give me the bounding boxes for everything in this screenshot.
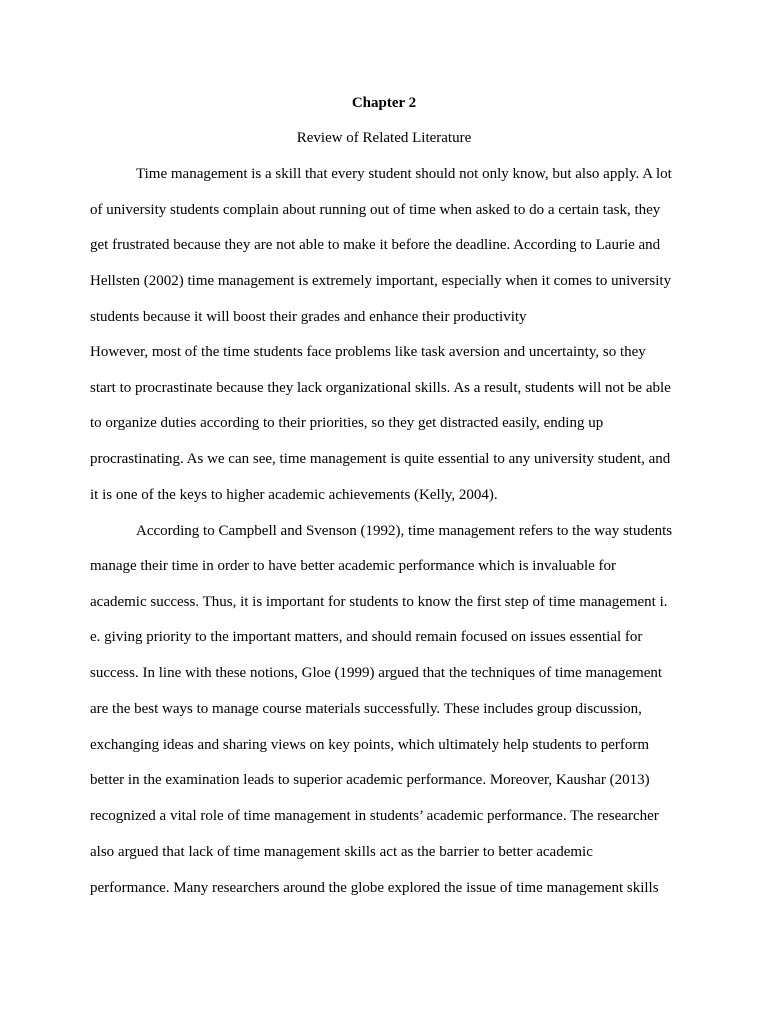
paragraph-line: However, most of the time students face problems like task aversion and uncertainty, so they bbox=[90, 344, 646, 360]
paragraph-line: exchanging ideas and sharing views on key points, which ultimately help students to perform bbox=[90, 737, 650, 753]
paragraph-line: procrastinating. As we can see, time management is quite essential to any university student, and bbox=[90, 451, 671, 467]
paragraph-line: start to procrastinate because they lack organizational skills. As a result, students will not be able bbox=[90, 380, 671, 396]
paragraph-line: to organize duties according to their priorities, so they get distracted easily, ending up bbox=[90, 415, 604, 431]
paragraph-line: get frustrated because they are not able to make it before the deadline. According to Laurie and bbox=[90, 237, 661, 253]
paragraph-line: also argued that lack of time management skills act as the barrier to better academic bbox=[90, 844, 593, 860]
paragraph-line: success. In line with these notions, Gloe (1999) argued that the techniques of time management bbox=[90, 665, 663, 681]
paragraph-line: recognized a vital role of time management in students’ academic performance. The researcher bbox=[90, 808, 659, 824]
paragraph-line: performance. Many researchers around the globe explored the issue of time management skills bbox=[90, 880, 659, 896]
paragraph-line: are the best ways to manage course materials successfully. These includes group discussion, bbox=[90, 701, 642, 717]
chapter-title: Chapter 2 bbox=[351, 95, 417, 111]
paragraph-line: Time management is a skill that every student should not only know, but also apply. A lot bbox=[136, 166, 672, 182]
paragraph-line: e. giving priority to the important matters, and should remain focused on issues essential for bbox=[90, 629, 643, 645]
section-title: Review of Related Literature bbox=[296, 130, 472, 146]
paragraph-line: students because it will boost their grades and enhance their productivity bbox=[90, 309, 527, 325]
paragraph-line: manage their time in order to have better academic performance which is invaluable for bbox=[90, 558, 617, 574]
paragraph-line: According to Campbell and Svenson (1992), time management refers to the way students bbox=[136, 523, 673, 539]
paragraph-line: of university students complain about running out of time when asked to do a certain task, they bbox=[90, 202, 661, 218]
paragraph-line: academic success. Thus, it is important for students to know the first step of time management i. bbox=[90, 594, 668, 610]
paragraph-line: better in the examination leads to superior academic performance. Moreover, Kaushar (2013) bbox=[90, 772, 650, 788]
paragraph-line: Hellsten (2002) time management is extremely important, especially when it comes to university bbox=[90, 273, 672, 289]
paragraph-line: it is one of the keys to higher academic achievements (Kelly, 2004). bbox=[90, 487, 498, 503]
